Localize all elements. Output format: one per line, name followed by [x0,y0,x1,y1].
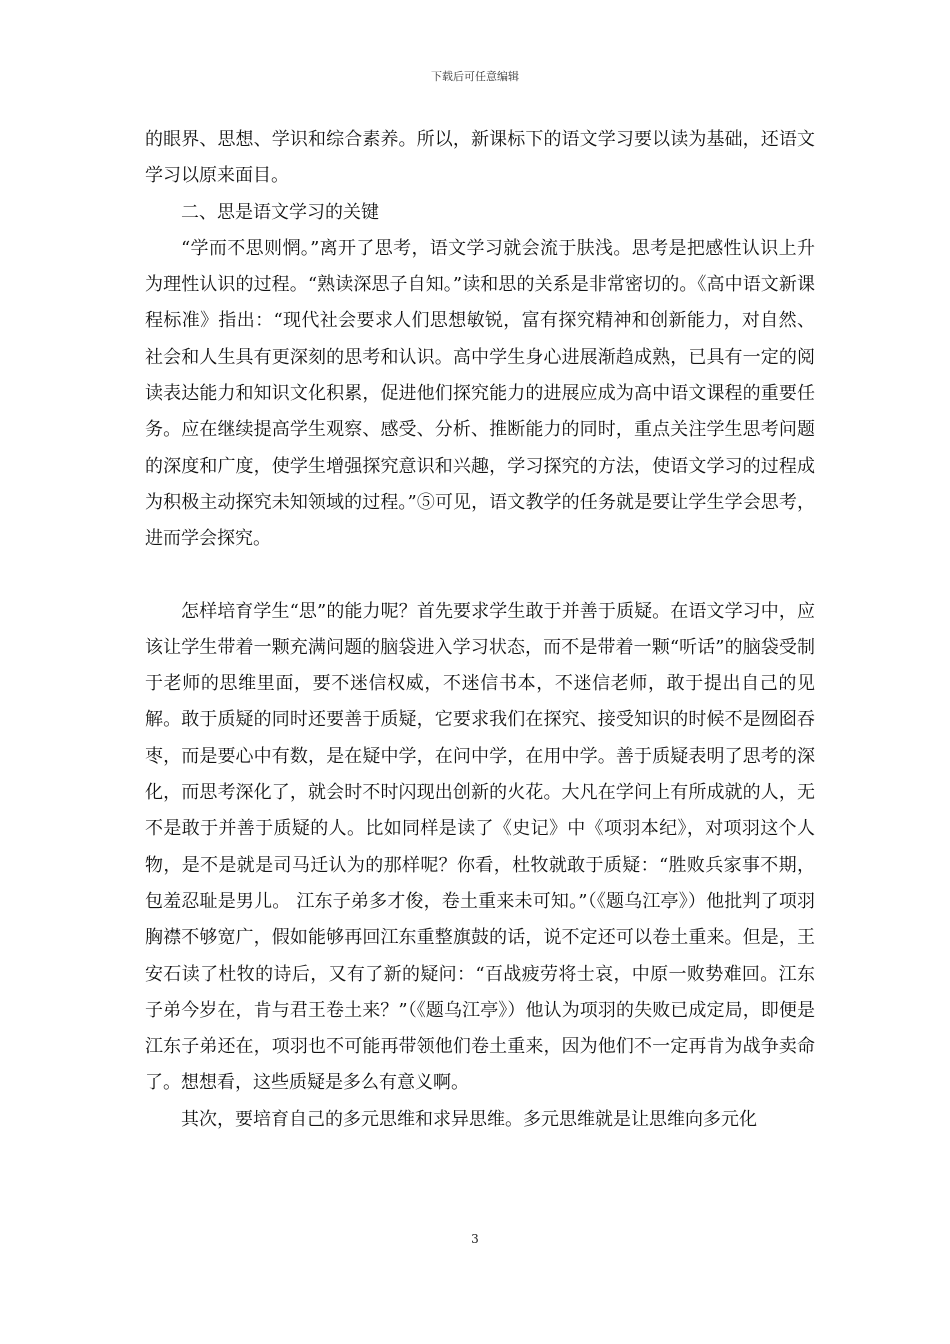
section-heading: 二、思是语文学习的关键 [181,201,379,223]
page-number: 3 [471,1232,479,1246]
paragraph-continuation: 的眼界、思想、学识和综合素养。所以，新课标下的语文学习要以读为基础，还语文学习以原来面目。 [145,129,815,187]
paragraph: 其次，要培育自己的多元思维和求异思维。多元思维就是让思维向多元化 [181,1108,757,1130]
page-header: 下载后可任意编辑 [431,70,519,83]
body-text [145,122,815,1138]
paragraph: “学而不思则惘。”离开了思考，语文学习就会流于肤浅。思考是把感性认识上升为理性认识的过程。“熟读深思子自知。”读和思的关系是非常密切的。《高中语文新课程标准》指出：“现代社会要求人们思想敏锐，富有探究精神和创新能力，对自然、社会和人生具有更深刻的思考和认识。高中学生身心进展渐趋成熟，已具有一定的阅读表达能力和知识文化积累，促进他们探究能力的进展应成为高中语文课程的重要任务。应在继续提高学生观察、感受、分析、推断能力的同时，重点关注学生思考问题的深度和广度，使学生增强探究意识和兴趣，学习探究的方法，使语文学习的过程成为积极主动探究未知领域的过程。”⑤可见，语文教学的任务就是要让学生学会思考，进而学会探究。 [145,237,815,550]
paragraph: 怎样培育学生“思”的能力呢？首先要求学生敢于并善于质疑。在语文学习中，应该让学生带着一颗充满问题的脑袋进入学习状态，而不是带着一颗“听话”的脑袋受制于老师的思维里面，要不迷信权威，不迷信书本，不迷信老师，敢于提出自己的见解。敢于质疑的同时还要善于质疑，它要求我们在探究、接受知识的时候不是囫囵吞枣，而是要心中有数，是在疑中学，在问中学，在用中学。善于质疑表明了思考的深化，而思考深化了，就会时不时闪现出创新的火花。大凡在学问上有所成就的人，无不是敢于并善于质疑的人。比如同样是读了《史记》中《项羽本纪》，对项羽这个人物，是不是就是司马迁认为的那样呢？你看，杜牧就敢于质疑：“胜败兵家事不期，包羞忍耻是男儿。 江东子弟多才俊，卷土重来未可知。”（《题乌江亭》）他批判了项羽胸襟不够宽广，假如能够再回江东重整旗鼓的话，说不定还可以卷土重来。但是，王安石读了杜牧的诗后，又有了新的疑问：“百战疲劳将士哀，中原一败势难回。江东子弟今岁在，肯与君王卷土来？”（《题乌江亭》）他认为项羽的失败已成定局，即便是江东子弟还在，项羽也不可能再带领他们卷土重来，因为他们不一定再肯为战争卖命了。想想看，这些质疑是多么有意义啊。 [145,600,815,1094]
